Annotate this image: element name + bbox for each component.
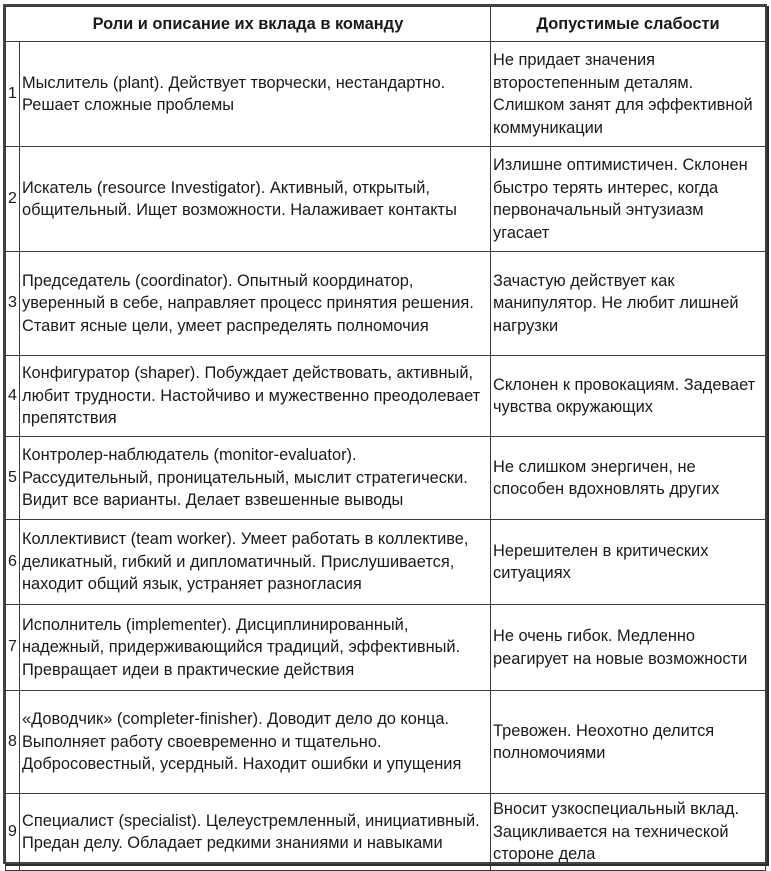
row-number: 6 [6, 520, 20, 605]
row-number: 8 [6, 691, 20, 794]
role-description: Мыслитель (plant). Действует творчески, нестандартно. Решает сложные проблемы [20, 42, 491, 147]
table-row [6, 147, 766, 252]
team-roles-table [5, 6, 766, 871]
role-description: Конфигуратор (shaper). Побуждает действовать, активный, любит трудности. Настойчиво и мужественно преодолевает препятствия [20, 356, 491, 437]
table-row [6, 520, 766, 605]
row-number: 7 [6, 605, 20, 691]
role-description: Коллективист (team worker). Умеет работать в коллективе, деликатный, гибкий и дипломатичный. Прислушивается, находит общий язык, устраняет разногласия [20, 520, 491, 605]
table-row [6, 691, 766, 794]
role-weakness: Вносит узкоспециальный вклад. Зацикливается на технической стороне дела [491, 794, 766, 871]
role-weakness: Зачастую действует как манипулятор. Не любит лишней нагрузки [491, 252, 766, 356]
role-weakness: Не придает значения второстепенным деталям. Слишком занят для эффективной коммуникации [491, 42, 766, 147]
header-row [6, 7, 766, 42]
role-weakness: Склонен к провокациям. Задевает чувства окружающих [491, 356, 766, 437]
role-weakness: Нерешителен в критических ситуациях [491, 520, 766, 605]
role-description: Исполнитель (implementer). Дисциплинированный, надежный, придерживающийся традиций, эффективный. Превращает идеи в практические действия [20, 605, 491, 691]
role-description: Председатель (coordinator). Опытный координатор, уверенный в себе, направляет процесс принятия решения. Ставит ясные цели, умеет распределять полномочия [20, 252, 491, 356]
role-description: Искатель (resource Investigator). Активный, открытый, общительный. Ищет возможности. Налаживает контакты [20, 147, 491, 252]
table-row [6, 252, 766, 356]
header-weaknesses: Допустимые слабости [491, 7, 766, 42]
role-description: Контролер-наблюдатель (monitor-evaluator). Рассудительный, проницательный, мыслит стратегически. Видит все варианты. Делает взвешенные выводы [20, 437, 491, 520]
row-number: 2 [6, 147, 20, 252]
roles-table-frame [3, 4, 767, 864]
role-weakness: Не слишком энергичен, не способен вдохновлять других [491, 437, 766, 520]
table-row [6, 605, 766, 691]
row-number: 9 [6, 794, 20, 871]
row-number: 1 [6, 42, 20, 147]
table-row [6, 42, 766, 147]
role-description: «Доводчик» (completer-finisher). Доводит дело до конца. Выполняет работу своевременно и тщательно. Добросовестный, усердный. Находит ошибки и упущения [20, 691, 491, 794]
table-row [6, 794, 766, 871]
table-row [6, 437, 766, 520]
role-weakness: Тревожен. Неохотно делится полномочиями [491, 691, 766, 794]
row-number: 3 [6, 252, 20, 356]
row-number: 5 [6, 437, 20, 520]
role-weakness: Излишне оптимистичен. Склонен быстро терять интерес, когда первоначальный энтузиазм угасает [491, 147, 766, 252]
row-number: 4 [6, 356, 20, 437]
role-weakness: Не очень гибок. Медленно реагирует на новые возможности [491, 605, 766, 691]
table-row [6, 356, 766, 437]
role-description: Специалист (specialist). Целеустремленный, инициативный. Предан делу. Обладает редкими знаниями и навыками [20, 794, 491, 871]
header-roles: Роли и описание их вклада в команду [6, 7, 491, 42]
